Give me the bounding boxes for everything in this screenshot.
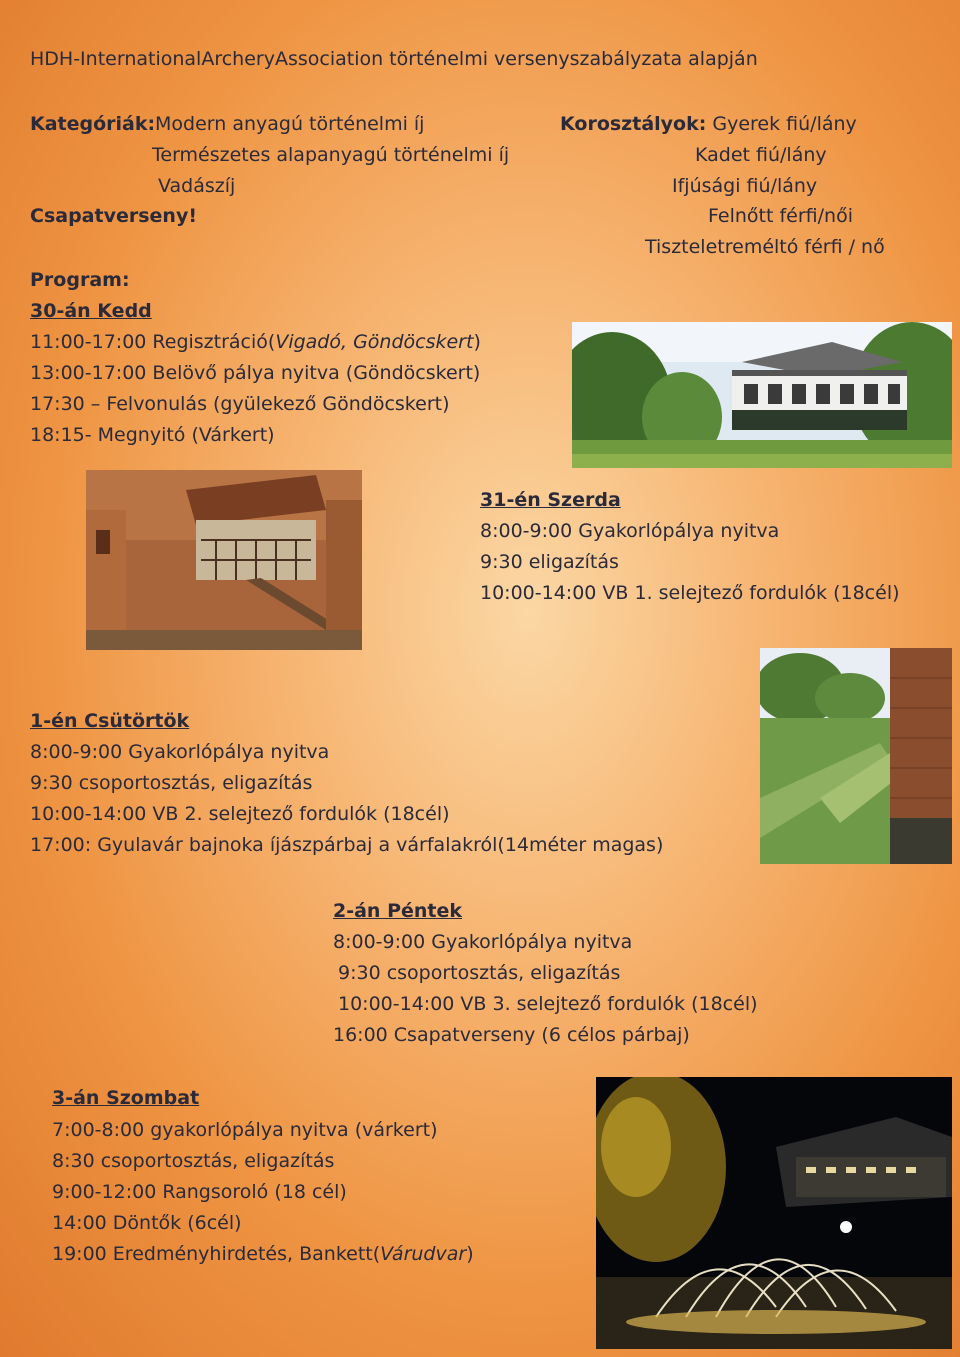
photo-night-fountain <box>596 1077 952 1349</box>
day3-line-4: 17:00: Gyulavár bajnoka íjászpárbaj a várfalakról(14méter magas) <box>30 834 664 856</box>
day5-line-1: 7:00-8:00 gyakorlópálya nyitva (várkert) <box>52 1119 438 1141</box>
day4-line-3: 10:00-14:00 VB 3. selejtező fordulók (18cél) <box>338 993 758 1015</box>
day1-line-3: 17:30 – Felvonulás (gyülekező Göndöcskert) <box>30 393 450 415</box>
age-group-cadet: Kadet fiú/lány <box>695 144 827 166</box>
day5-line-4: 14:00 Döntők (6cél) <box>52 1212 242 1234</box>
day4-line-1: 8:00-9:00 Gyakorlópálya nyitva <box>333 931 633 953</box>
day3-line-2: 9:30 csoportosztás, eligazítás <box>30 772 313 794</box>
category-hunting: Vadászíj <box>158 175 236 197</box>
day4-line-2: 9:30 csoportosztás, eligazítás <box>338 962 621 984</box>
day5-title: 3-án Szombat <box>52 1087 200 1109</box>
category-natural: Természetes alapanyagú történelmi íj <box>152 144 510 166</box>
day1-line-1 <box>30 327 481 358</box>
day2-line-3: 10:00-14:00 VB 1. selejtező fordulók (18cél) <box>480 582 900 604</box>
age-group-youth: Ifjúsági fiú/lány <box>672 175 818 197</box>
day5-line-3: 9:00-12:00 Rangsoroló (18 cél) <box>52 1181 347 1203</box>
age-groups-row <box>560 109 857 140</box>
castle-moat-image <box>760 648 952 864</box>
day5-line-5-close: ) <box>466 1243 474 1265</box>
category-modern: Modern anyagú történelmi íj <box>155 113 425 135</box>
day1-line-2: 13:00-17:00 Belövő pálya nyitva (Göndöcskert) <box>30 362 481 384</box>
age-group-adult: Felnőtt férfi/női <box>708 205 853 227</box>
day1-line-1-text: 11:00-17:00 Regisztráció( <box>30 331 276 353</box>
age-groups-label: Korosztályok: <box>560 113 707 135</box>
page-header: HDH-InternationalArcheryAssociation történelmi versenyszabályzata alapján <box>30 48 758 70</box>
day1-line-1-venue: Vigadó, Göndöcskert <box>275 331 474 353</box>
categories-label: Kategóriák: <box>30 113 156 135</box>
day4-line-4: 16:00 Csapatverseny (6 célos párbaj) <box>333 1024 690 1046</box>
day2-title: 31-én Szerda <box>480 489 621 511</box>
age-group-veteran: Tiszteletreméltó férfi / nő <box>645 236 885 258</box>
day3-title: 1-én Csütörtök <box>30 710 190 732</box>
day1-line-4: 18:15- Megnyitó (Várkert) <box>30 424 275 446</box>
program-label: Program: <box>30 269 130 291</box>
team-competition: Csapatverseny! <box>30 205 197 227</box>
day3-line-3: 10:00-14:00 VB 2. selejtező fordulók (18cél) <box>30 803 450 825</box>
photo-castle-courtyard <box>86 470 362 650</box>
day2-line-1: 8:00-9:00 Gyakorlópálya nyitva <box>480 520 780 542</box>
day2-line-2: 9:30 eligazítás <box>480 551 619 573</box>
age-group-child: Gyerek fiú/lány <box>712 113 857 135</box>
photo-vigado-building <box>572 322 952 468</box>
day5-line-5 <box>52 1239 474 1270</box>
day5-line-2: 8:30 csoportosztás, eligazítás <box>52 1150 335 1172</box>
day1-title: 30-án Kedd <box>30 300 152 322</box>
day5-line-5-venue: Várudvar <box>380 1243 467 1265</box>
photo-castle-moat <box>760 648 952 864</box>
vigado-building-image <box>572 322 952 468</box>
day4-title: 2-án Péntek <box>333 900 463 922</box>
day3-line-1: 8:00-9:00 Gyakorlópálya nyitva <box>30 741 330 763</box>
day1-line-1-close: ) <box>473 331 481 353</box>
castle-courtyard-image <box>86 470 362 650</box>
day5-line-5-text: 19:00 Eredményhirdetés, Bankett( <box>52 1243 381 1265</box>
night-fountain-image <box>596 1077 952 1349</box>
